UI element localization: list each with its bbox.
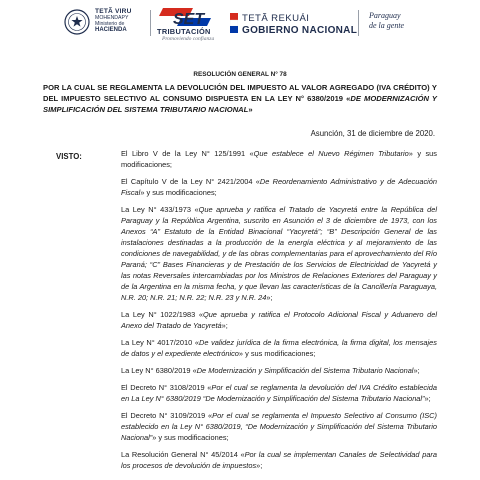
paragraph-italic: De Reordenamiento Administrativo y de Adecuación Fiscal xyxy=(121,177,437,197)
paragraph-text: El Libro V de la Ley N° 125/1991 « xyxy=(121,149,254,158)
visto-paragraph xyxy=(121,309,437,331)
header-divider xyxy=(358,10,359,36)
slogan-line-2: de la gente xyxy=(369,21,405,30)
set-subtitle: TRIBUTACIÓN xyxy=(157,27,211,36)
set-tagline: Promoviendo confianza xyxy=(162,36,215,42)
ministry-line-4: HACIENDA xyxy=(95,27,127,33)
ministry-line-1: TETÃ VIRU xyxy=(95,8,132,15)
paragraph-text: »; xyxy=(424,394,431,403)
letterhead xyxy=(0,0,480,56)
paragraph-text: »; xyxy=(266,293,273,302)
set-mark-text: SET xyxy=(173,11,205,28)
paragraph-text: El Decreto N° 3108/2019 « xyxy=(121,383,212,392)
paragraph-italic: Que aprueba y ratifica el Tratado de Yacyretá entre la República del Paraguay y la República Argentina, suscrito en Asunción el 3 de diciembre de 1973, con los Anexos “A” Estatuto de la Entidad Binacional “Yacyretá”; “B” Descripción General de las instalaciones destinadas a la producción de la energía eléctrica y al mejoramiento de las condiciones de navegabilidad, y de las obras complementarias para el aprovechamiento del Río Paraná; “C” Bases Financieras y de Prestación de los Servicios de Electricidad de Yacyretá y las notas Reversales intercambiadas por los Ministros de Relaciones Exteriores del Paraguay y de la Argentina en la misma fecha, y que llevan las características de la Cancillería Paraguaya, N.R. 20; N.R. 21; N.R. 22; N.R. 23 y N.R. 24 xyxy=(121,205,437,302)
paragraph-text: »; xyxy=(221,321,228,330)
title-italic: DE MODERNIZACIÓN Y SIMPLIFICACIÓN DEL SISTEMA TRIBUTARIO NACIONAL xyxy=(43,94,438,114)
gobierno-line-1: TETÃ REKUÁI xyxy=(242,13,310,24)
visto-label: VISTO: xyxy=(56,152,82,161)
slogan-line-1: Paraguay xyxy=(369,11,401,20)
ministry-logo-text xyxy=(95,9,132,33)
visto-paragraph xyxy=(121,365,437,376)
paraguay-seal-icon xyxy=(64,9,90,35)
paragraph-text: La Ley N° 4017/2010 « xyxy=(121,338,199,347)
gobierno-line-2: GOBIERNO NACIONAL xyxy=(242,25,358,36)
paragraph-italic: De validez jurídica de la firma electrónica, la firma digital, los mensajes de datos y el expediente electrónico xyxy=(121,338,437,358)
visto-paragraph xyxy=(121,204,437,303)
visto-paragraph xyxy=(121,337,437,359)
paraguay-flag-icon xyxy=(230,13,238,33)
paragraph-text: » y sus modificaciones; xyxy=(121,149,437,169)
paragraph-text: »; xyxy=(256,461,263,470)
title-end: » xyxy=(248,105,253,114)
paragraph-text: La Resolución General N° 45/2014 « xyxy=(121,450,245,459)
header-divider xyxy=(150,10,151,36)
paragraph-italic: Por el cual se reglamenta el Impuesto Selectivo al Consumo (ISC) establecido en la Ley N° 6380/2019, “De Modernización y Simplificación del Sistema Tributario Nacional” xyxy=(121,411,437,442)
visto-paragraph xyxy=(121,176,437,198)
set-logo-icon xyxy=(159,6,219,28)
visto-list xyxy=(121,148,437,477)
document-date: Asunción, 31 de diciembre de 2020. xyxy=(310,129,435,138)
paragraph-text: La Ley N° 6380/2019 « xyxy=(121,366,197,375)
visto-paragraph xyxy=(121,410,437,443)
ministry-line-2: MOHENDAPY xyxy=(95,15,129,21)
visto-paragraph xyxy=(121,148,437,170)
paragraph-text: La Ley N° 1022/1983 « xyxy=(121,310,203,319)
visto-paragraph xyxy=(121,449,437,471)
paragraph-italic: Que establece el Nuevo Régimen Tributario xyxy=(253,149,409,158)
paragraph-text: » y sus modificaciones; xyxy=(152,433,229,442)
paragraph-text: » y sus modificaciones; xyxy=(238,349,316,358)
paragraph-text: La Ley N° 433/1973 « xyxy=(121,205,199,214)
ministry-line-3: Ministerio de xyxy=(95,21,125,27)
paragraph-italic: De Modernización y Simplificación del Sistema Tributario Nacional xyxy=(196,366,414,375)
title-main: POR LA CUAL SE REGLAMENTA LA DEVOLUCIÓN DEL IMPUESTO AL VALOR AGREGADO (IVA CRÉDITO) Y DEL IMPUESTO SELECTIVO AL CONSUMO DISPUESTA EN LA LEY N° 6380/2019 « xyxy=(43,83,437,103)
paragraph-italic: Que aprueba y ratifica el Protocolo Adicional Fiscal y Aduanero del Anexo del Tratado de Yacyretá xyxy=(121,310,437,330)
slogan xyxy=(369,11,404,31)
resolution-label: RESOLUCIÓN GENERAL N° 78 xyxy=(193,71,287,78)
resolution-title xyxy=(43,82,437,115)
paragraph-text: » y sus modificaciones; xyxy=(140,188,217,197)
visto-paragraph xyxy=(121,382,437,404)
paragraph-italic: Por el cual se reglamenta la devolución del IVA Crédito establecida en La Ley N° 6380/2019 “De Modernización y Simplificación del Sistema Tributario Nacional” xyxy=(121,383,437,403)
paragraph-text: El Decreto N° 3109/2019 « xyxy=(121,411,213,420)
paragraph-text: »; xyxy=(413,366,420,375)
paragraph-text: El Capítulo V de la Ley N° 2421/2004 « xyxy=(121,177,260,186)
paragraph-italic: Por la cual se implementan Canales de Selectividad para los procesos de devolución de impuestos xyxy=(121,450,437,470)
